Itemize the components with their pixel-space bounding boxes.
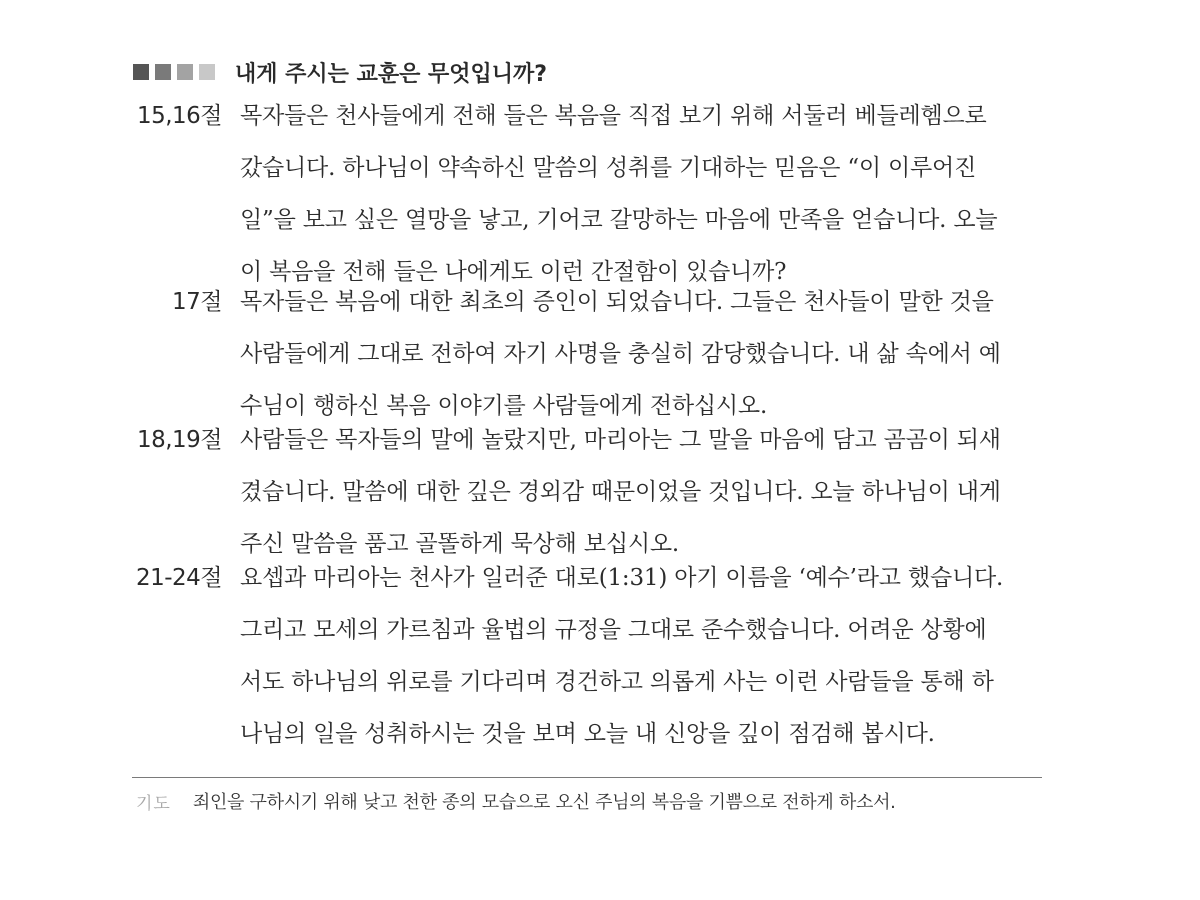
commentary-line: 목자들은 복음에 대한 최초의 증인이 되었습니다. 그들은 천사들이 말한 것을 xyxy=(240,289,994,315)
commentary-line: 목자들은 천사들에게 전해 들은 복음을 직접 보기 위해 서둘러 베들레헴으로 xyxy=(240,103,987,129)
commentary-line: 수님이 행하신 복음 이야기를 사람들에게 전하십시오. xyxy=(240,393,768,419)
prayer-block xyxy=(136,788,896,814)
verse-reference: 21-24절 xyxy=(135,565,222,591)
square-bullet xyxy=(199,64,215,80)
verse-section xyxy=(110,276,1045,432)
commentary-line: 이 복음을 전해 들은 나에게도 이런 간절함이 있습니까? xyxy=(240,259,787,285)
verse-section xyxy=(110,414,1045,570)
prayer-text: 죄인을 구하시기 위해 낮고 천한 종의 모습으로 오신 주님의 복음을 기쁨으로 전하게 하소서. xyxy=(192,792,896,813)
commentary-line: 사람들에게 그대로 전하여 자기 사명을 충실히 감당했습니다. 내 삶 속에서 예 xyxy=(240,341,1001,367)
verse-reference: 17절 xyxy=(172,289,222,315)
verse-reference: 15,16절 xyxy=(136,103,222,129)
square-bullet xyxy=(155,64,171,80)
commentary-line: 서도 하나님의 위로를 기다리며 경건하고 의롭게 사는 이런 사람들을 통해 하 xyxy=(240,669,994,695)
page-title: 내게 주시는 교훈은 무엇입니까? xyxy=(235,61,548,87)
prayer-label: 기도 xyxy=(136,793,171,814)
verse-reference: 18,19절 xyxy=(136,427,222,453)
commentary-line: 요셉과 마리아는 천사가 일러준 대로(1:31) 아기 이름을 ‘예수’라고 했습니다. xyxy=(240,565,1004,591)
verse-section xyxy=(110,552,1045,760)
square-bullet xyxy=(177,64,193,80)
commentary-line: 사람들은 목자들의 말에 놀랐지만, 마리아는 그 말을 마음에 담고 곰곰이 되새 xyxy=(240,427,1001,453)
heading-bullet-squares xyxy=(133,64,215,80)
commentary-line: 갔습니다. 하나님이 약속하신 말씀의 성취를 기대하는 믿음은 “이 이루어진 xyxy=(240,155,977,181)
square-bullet xyxy=(133,64,149,80)
section-heading xyxy=(133,52,547,92)
commentary-line: 겼습니다. 말씀에 대한 깊은 경외감 때문이었을 것입니다. 오늘 하나님이 내게 xyxy=(240,479,1001,505)
prayer-divider xyxy=(132,777,1042,778)
commentary-line: 그리고 모세의 가르침과 율법의 규정을 그대로 준수했습니다. 어려운 상황에 xyxy=(240,617,987,643)
commentary-line: 나님의 일을 성취하시는 것을 보며 오늘 내 신앙을 깊이 점검해 봅시다. xyxy=(240,721,935,747)
commentary-line: 주신 말씀을 품고 골똘하게 묵상해 보십시오. xyxy=(240,531,679,557)
verse-section xyxy=(110,90,1045,298)
commentary-line: 일”을 보고 싶은 열망을 낳고, 기어코 갈망하는 마음에 만족을 얻습니다. 오늘 xyxy=(240,207,998,233)
